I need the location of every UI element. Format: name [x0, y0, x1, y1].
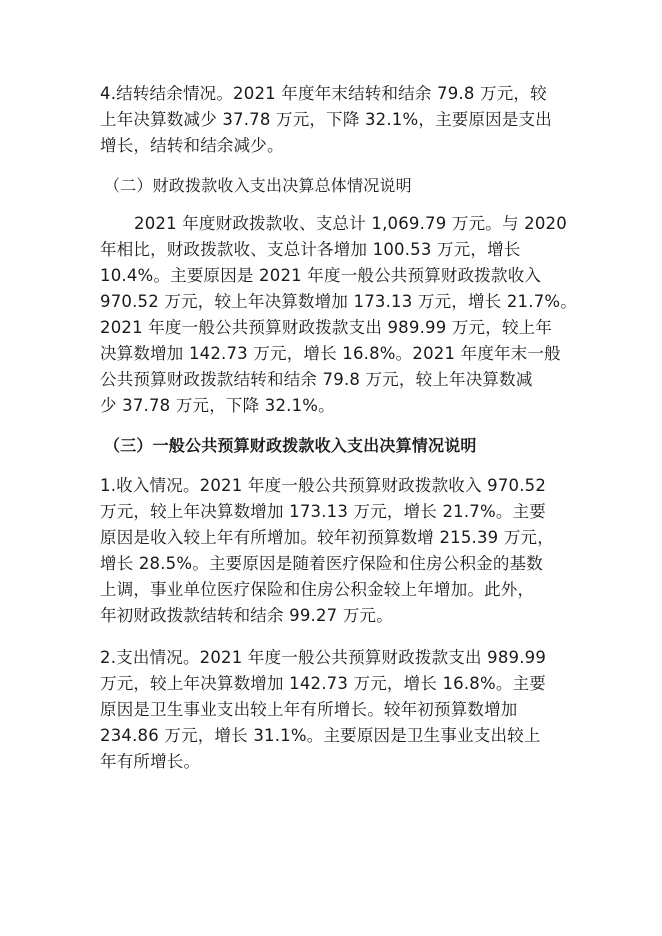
text-line: 234.86 万元，增长 31.1%。主要原因是卫生事业支出较上	[100, 726, 541, 745]
text-line: 决算数增加 142.73 万元，增长 16.8%。2021 年度年末一般	[100, 344, 561, 363]
text-line: 2021 年度一般公共预算财政拨款支出 989.99 万元，较上年	[100, 318, 553, 337]
text-line: 年有所增长。	[100, 752, 201, 771]
text-line: 上调，事业单位医疗保险和住房公积金较上年增加。此外，	[100, 580, 535, 599]
text-line: 万元，较上年决算数增加 173.13 万元，增长 21.7%。主要	[100, 502, 546, 521]
text-line: 少 37.78 万元，下降 32.1%。	[100, 396, 335, 415]
text-line: 万元，较上年决算数增加 142.73 万元，增长 16.8%。主要	[100, 674, 546, 693]
text-line: 2021 年度财政拨款收、支总计 1,069.79 万元。与 2020	[134, 214, 567, 233]
text-line: 1.收入情况。2021 年度一般公共预算财政拨款收入 970.52	[100, 476, 547, 495]
text-line: 4.结转结余情况。2021 年度年末结转和结余 79.8 万元，较	[100, 84, 547, 103]
text-line: 增长 28.5%。主要原因是随着医疗保险和住房公积金的基数	[100, 554, 543, 573]
text-line: 原因是卫生事业支出较上年有所增长。较年初预算数增加	[100, 700, 518, 719]
text-line: 970.52 万元，较上年决算数增加 173.13 万元，增长 21.7%。	[100, 292, 577, 311]
text-line: 原因是收入较上年有所增加。较年初预算数增 215.39 万元，	[100, 528, 554, 547]
text-line: 公共预算财政拨款结转和结余 79.8 万元，较上年决算数减	[100, 370, 533, 389]
text-line: 上年决算数减少 37.78 万元，下降 32.1%，主要原因是支出	[100, 110, 552, 129]
text-line: 2.支出情况。2021 年度一般公共预算财政拨款支出 989.99	[100, 648, 547, 667]
text-line: 增长，结转和结余减少。	[100, 136, 284, 155]
text-line: 年相比，财政拨款收、支总计各增加 100.53 万元，增长	[100, 240, 521, 259]
text-line: 10.4%。主要原因是 2021 年度一般公共预算财政拨款收入	[100, 266, 542, 285]
section-3-heading: （三）一般公共预算财政拨款收入支出决算情况说明	[104, 436, 477, 455]
text-line: 年初财政拨款结转和结余 99.27 万元。	[100, 606, 393, 625]
section-2-heading: （二）财政拨款收入支出决算总体情况说明	[104, 176, 412, 195]
